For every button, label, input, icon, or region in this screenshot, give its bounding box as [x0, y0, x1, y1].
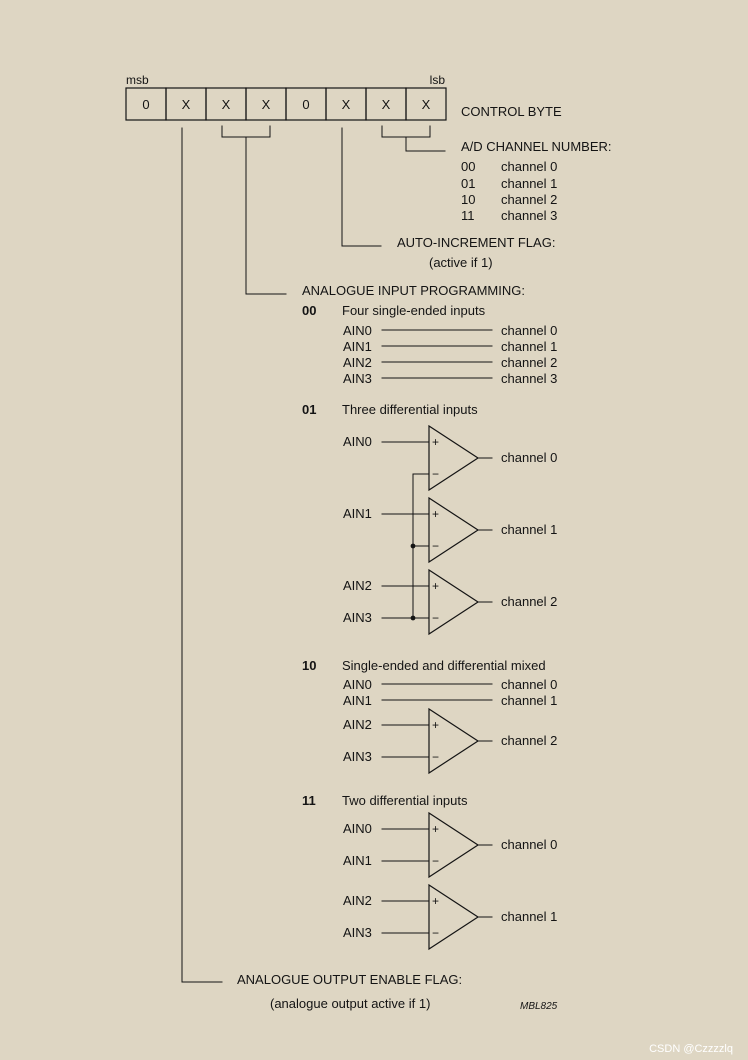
mode-11-out-0: channel 0 [501, 837, 558, 852]
ad-channel-title: A/D CHANNEL NUMBER: [461, 139, 612, 154]
leader-output-enable [182, 128, 222, 982]
mode-01-junction-1 [411, 544, 416, 549]
mode-11-amp-1-minus: − [432, 926, 440, 940]
mode-10-in-0: AIN0 [343, 677, 372, 692]
bit-value-0: X [421, 97, 431, 112]
ad-label-2: channel 2 [501, 192, 558, 207]
mode-10-in-2: AIN2 [343, 717, 372, 732]
bit-value-1: X [381, 97, 391, 112]
mode-11-in-3: AIN3 [343, 925, 372, 940]
mode-01-in-2: AIN2 [343, 578, 372, 593]
mode-01-desc: Three differential inputs [342, 402, 478, 417]
ad-code-3: 11 [461, 208, 475, 223]
control-byte-title: CONTROL BYTE [461, 104, 562, 119]
mode-00-out-0: channel 0 [501, 323, 558, 338]
mode-00-out-2: channel 2 [501, 355, 558, 370]
bit-value-3: 0 [302, 97, 310, 112]
bit-value-4: X [261, 97, 271, 112]
mode-00 [302, 303, 557, 386]
leader-auto-increment [342, 128, 381, 246]
mode-10-in-1: AIN1 [343, 693, 372, 708]
watermark: CSDN @Czzzzlq [649, 1043, 733, 1055]
leader-ad-channel [406, 137, 445, 151]
mode-11-desc: Two differential inputs [342, 793, 468, 808]
auto-increment-note: (active if 1) [429, 255, 493, 270]
mode-00-in-0: AIN0 [343, 323, 372, 338]
mode-00-in-2: AIN2 [343, 355, 372, 370]
mode-10-out-2: channel 2 [501, 733, 558, 748]
mode-01-amp-1-minus: − [432, 539, 440, 553]
mode-11-code: 11 [302, 793, 316, 808]
mode-01-amp-0-minus: − [432, 467, 440, 481]
ad-label-1: channel 1 [501, 176, 558, 191]
output-enable-title: ANALOGUE OUTPUT ENABLE FLAG: [237, 972, 463, 987]
ad-label-0: channel 0 [501, 159, 558, 174]
bit-value-6: X [181, 97, 191, 112]
leader-analogue-programming [246, 137, 286, 294]
msb-label: msb [126, 73, 149, 87]
mode-00-in-3: AIN3 [343, 371, 372, 386]
mode-10-out-0: channel 0 [501, 677, 558, 692]
mode-00-desc: Four single-ended inputs [342, 303, 486, 318]
mode-11 [302, 793, 557, 949]
mode-11-in-2: AIN2 [343, 893, 372, 908]
mode-01-in-3: AIN3 [343, 610, 372, 625]
mode-01-out-0: channel 0 [501, 450, 558, 465]
mode-01-amp-2-plus: + [432, 579, 440, 593]
ad-label-3: channel 3 [501, 208, 558, 223]
mode-01-in-1: AIN1 [343, 506, 372, 521]
bit-value-5: X [221, 97, 231, 112]
mode-01-amp-1-plus: + [432, 507, 440, 521]
mode-10-code: 10 [302, 658, 317, 673]
bit-value-2: X [341, 97, 351, 112]
bit-leader-lines [182, 126, 445, 982]
mode-01-out-2: channel 2 [501, 594, 558, 609]
figure-id: MBL825 [520, 1001, 558, 1012]
mode-01-in-0: AIN0 [343, 434, 372, 449]
mode-10-in-3: AIN3 [343, 749, 372, 764]
auto-increment-section [397, 235, 555, 270]
mode-11-amp-0-minus: − [432, 854, 440, 868]
mode-11-in-1: AIN1 [343, 853, 372, 868]
mode-01-out-1: channel 1 [501, 522, 558, 537]
mode-01-junction-2 [411, 616, 416, 621]
mode-10-out-1: channel 1 [501, 693, 558, 708]
mode-01 [302, 402, 557, 634]
analogue-programming-title: ANALOGUE INPUT PROGRAMMING: [302, 283, 525, 298]
mode-11-out-1: channel 1 [501, 909, 558, 924]
mode-10 [302, 658, 557, 773]
mode-11-amp-1-plus: + [432, 894, 440, 908]
mode-11-amp-0-plus: + [432, 822, 440, 836]
mode-01-code: 01 [302, 402, 317, 417]
mode-10-desc: Single-ended and differential mixed [342, 658, 546, 673]
analogue-programming-section [302, 283, 557, 949]
mode-00-code: 00 [302, 303, 317, 318]
mode-00-out-3: channel 3 [501, 371, 558, 386]
bracket-bits-5-4 [222, 126, 270, 137]
bit-value-7: 0 [142, 97, 150, 112]
mode-01-amp-0-plus: + [432, 435, 440, 449]
mode-01-amp-2-minus: − [432, 611, 440, 625]
mode-10-amp-plus: + [432, 718, 440, 732]
mode-11-in-0: AIN0 [343, 821, 372, 836]
output-enable-note: (analogue output active if 1) [270, 996, 431, 1011]
mode-10-amp-minus: − [432, 750, 440, 764]
ad-code-0: 00 [461, 159, 476, 174]
ad-channel-section [461, 139, 611, 223]
output-enable-section [237, 972, 462, 1011]
control-byte-register [126, 73, 562, 120]
mode-00-in-1: AIN1 [343, 339, 372, 354]
lsb-label: lsb [429, 73, 445, 87]
auto-increment-title: AUTO-INCREMENT FLAG: [397, 235, 556, 250]
mode-00-out-1: channel 1 [501, 339, 558, 354]
bracket-bits-1-0 [382, 126, 430, 137]
ad-code-2: 10 [461, 192, 476, 207]
ad-code-1: 01 [461, 176, 476, 191]
